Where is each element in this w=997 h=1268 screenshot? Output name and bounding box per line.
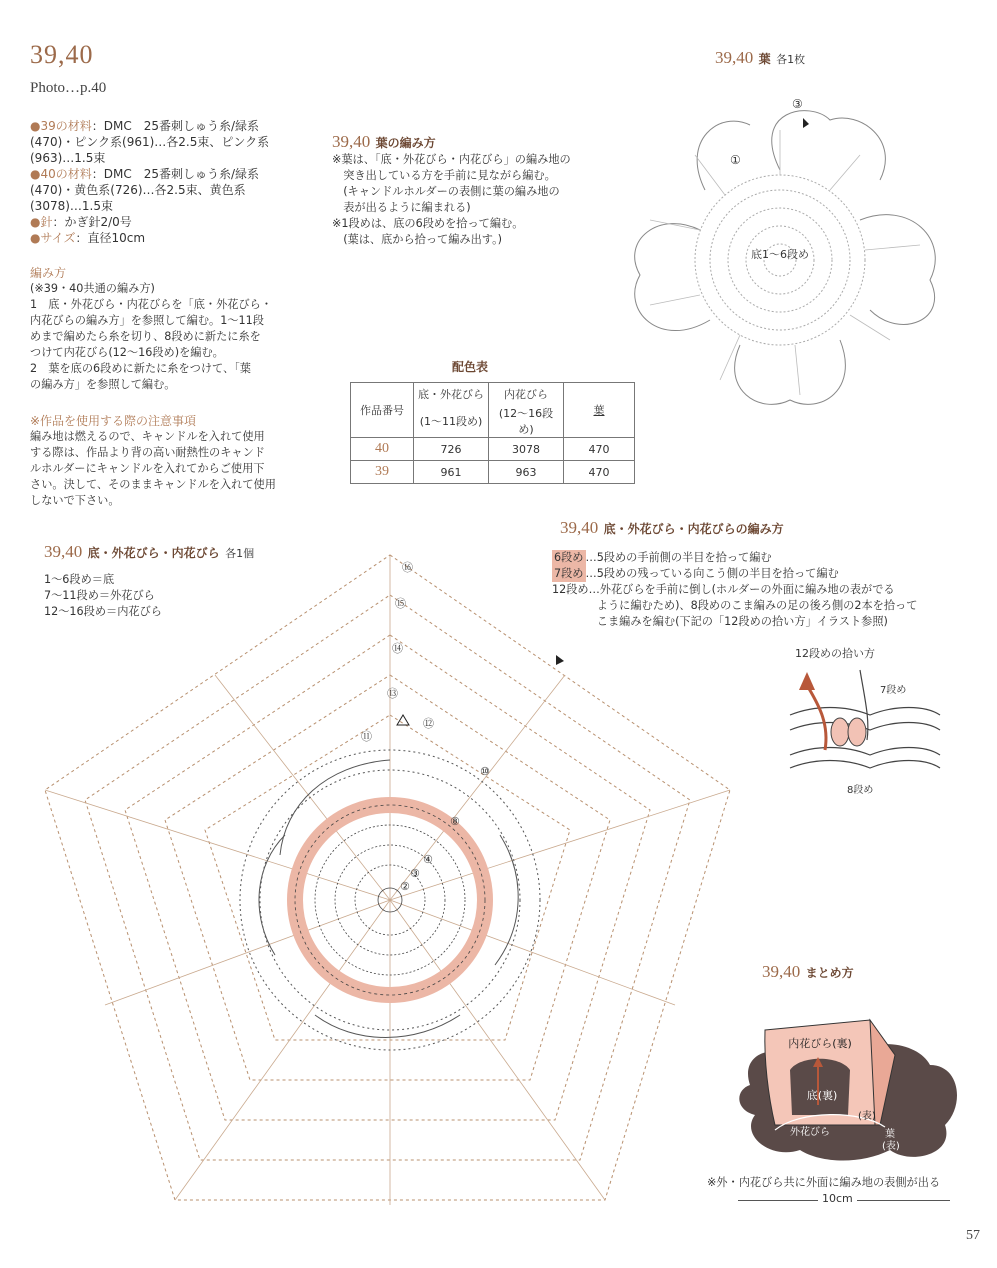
- round-mark-11: ⑪: [361, 730, 372, 743]
- leaf-method-number: 39,40: [332, 132, 371, 151]
- photo-reference: Photo…p.40: [30, 80, 107, 96]
- table-row: 40 726 3078 470: [351, 438, 635, 461]
- caution-line: ルホルダーにキャンドルを入れてからご使用下: [30, 462, 265, 475]
- base-method-number: 39,40: [560, 518, 599, 537]
- pickup-label-7: 7段め: [880, 685, 907, 696]
- page-number: 57: [966, 1228, 980, 1243]
- base-chart-title: 底・外花びら・内花びら: [87, 546, 220, 560]
- row12-line: 12段め…外花びらを手前に倒し(ホルダーの外面に編み地の表がでる: [552, 583, 895, 596]
- assembly-size: 10cm: [818, 1192, 857, 1205]
- method-line: の編み方」を参照して編む。: [30, 378, 176, 391]
- color-table-header: 底・外花びら: [414, 383, 489, 406]
- leaf-method-line: (葉は、底から拾って編み出す。): [332, 233, 503, 246]
- materials-list: [30, 118, 330, 246]
- start-arrow-icon: [556, 655, 564, 665]
- leaf-chart-title: 葉: [758, 52, 771, 66]
- round-mark-3: ③: [410, 867, 420, 880]
- row12-line: こま編みを編む(下記の「12段めの拾い方」イラスト参照): [552, 615, 888, 628]
- caution-line: する際は、作品より背の高い耐熱性のキャンド: [30, 446, 265, 459]
- round-mark-16: ⑯: [402, 561, 413, 574]
- leaf-method-title: 葉の編み方: [375, 136, 436, 150]
- row7-line: 7段め …5段めの残っている向こう側の半目を拾って編む: [554, 567, 839, 580]
- color-table-header: 内花びら: [489, 383, 564, 406]
- assembly-note: ※外・内花びら共に外面に編み地の表側が出る: [707, 1176, 941, 1189]
- caution-line: しないで下さい。: [30, 494, 120, 507]
- pickup-title: 12段めの拾い方: [795, 647, 875, 660]
- legend-line: 1～6段め＝底: [44, 573, 115, 586]
- assembly-inner-petal: 内花びら(裏): [788, 1037, 852, 1050]
- leaf-chart-number: 39,40: [715, 48, 754, 67]
- caution-line: さい。決して、そのままキャンドルを入れて使用: [30, 478, 276, 491]
- method-heading: 編み方: [30, 266, 67, 280]
- leaf-method-line: 表が出るように編まれる): [332, 201, 471, 214]
- leaf-chart-mark-1: ①: [730, 153, 741, 167]
- assembly-leaf-front: (表): [882, 1141, 900, 1152]
- assembly-heading: [762, 962, 854, 982]
- base-method-title: 底・外花びら・内花びらの編み方: [603, 522, 784, 536]
- material-line: ●40の材料：DMC 25番刺しゅう糸/緑系: [30, 167, 260, 181]
- round-mark-8: ⑧: [450, 815, 460, 828]
- assembly-outer-petal: 外花びら: [790, 1127, 830, 1138]
- material-line: ●サイズ：直径10cm: [30, 231, 146, 245]
- material-line: (470)・黄色系(726)…各2.5束、黄色系: [30, 183, 246, 197]
- pickup-illustration: [785, 660, 945, 800]
- base-chart-number: 39,40: [44, 542, 83, 561]
- color-table-header-id: 作品番号: [351, 383, 414, 438]
- page-title: 39,40: [30, 40, 94, 69]
- assembly-front: (表): [858, 1111, 876, 1122]
- leaf-method-line: (キャンドルホルダーの表側に葉の編み地の: [332, 185, 560, 198]
- leaf-method-line: ※1段めは、底の6段めを拾って編む。: [332, 217, 524, 230]
- color-table: [350, 382, 635, 484]
- round-mark-12: ⑫: [423, 717, 434, 730]
- method-note: (※39・40共通の編み方): [30, 282, 155, 295]
- pickup-label-8: 8段め: [847, 785, 874, 796]
- caution-line: 編み地は燃えるので、キャンドルを入れて使用: [30, 430, 265, 443]
- color-table-title: 配色表: [452, 360, 489, 374]
- caution-section: [30, 412, 300, 509]
- material-line: ●針：かぎ針2/0号: [30, 215, 132, 229]
- material-line: (470)・ピンク系(961)…各2.5束、ピンク系: [30, 135, 270, 149]
- assembly-base: 底(裏): [806, 1089, 838, 1102]
- assembly-number: 39,40: [762, 962, 801, 981]
- method-line: 2 葉を底の6段めに新たに糸をつけて、「葉: [30, 362, 251, 375]
- leaf-method-section: [332, 132, 602, 248]
- leaf-chart-diagram: [600, 80, 960, 420]
- round-mark-2: ②: [400, 880, 410, 893]
- table-row: 39 961 963 470: [351, 461, 635, 484]
- leaf-chart-count: 各1枚: [776, 53, 806, 66]
- leaf-method-line: ※葉は、「底・外花びら・内花びら」の編み地の: [332, 153, 571, 166]
- leaf-chart-mark-3: ③: [792, 97, 803, 111]
- method-line: めまで編めたら糸を切り、8段めに新たに糸を: [30, 330, 261, 343]
- row6-line: 6段め …5段めの手前側の半目を拾って編む: [554, 551, 772, 564]
- join-triangle-icon: [397, 715, 409, 725]
- legend-line: 7～11段め＝外花びら: [44, 589, 155, 602]
- assembly-title: まとめ方: [805, 966, 854, 980]
- row12-line: ように編むため)、8段めのこま編みの足の後ろ側の2本を拾って: [552, 599, 918, 612]
- method-section: [30, 264, 300, 393]
- leaf-chart-center-label: 底1～6段め: [751, 248, 809, 261]
- material-line: (963)…1.5束: [30, 151, 106, 165]
- material-line: (3078)…1.5束: [30, 199, 113, 213]
- assembly-leaf: 葉: [885, 1129, 895, 1140]
- method-line: つけて内花びら(12～16段め)を編む。: [30, 346, 224, 359]
- arrow-up-icon: [799, 672, 815, 690]
- color-table-subheader: (1～11段め): [414, 405, 489, 438]
- material-line: ●39の材料：DMC 25番刺しゅう糸/緑系: [30, 119, 260, 133]
- round-mark-14: ⑭: [392, 642, 403, 655]
- method-line: 1 底・外花びら・内花びらを「底・外花びら・: [30, 298, 273, 311]
- round-mark-13: ⑬: [387, 687, 398, 700]
- leaf-method-line: 突き出している方を手前に見ながら編む。: [332, 169, 556, 182]
- round-mark-4: ④: [423, 853, 433, 866]
- color-table-subheader: (12～16段め): [489, 405, 564, 438]
- color-table-header: 葉: [564, 383, 635, 438]
- legend-line: 12～16段め＝内花びら: [44, 605, 162, 618]
- base-chart-count: 各1個: [225, 547, 255, 560]
- assembly-illustration: [730, 1015, 970, 1165]
- start-arrow-icon: [803, 118, 809, 128]
- round-mark-10: ⑩: [480, 765, 490, 778]
- round-mark-15: ⑮: [395, 597, 406, 610]
- method-line: 内花びらの編み方」を参照して編む。1～11段: [30, 314, 264, 327]
- caution-heading: ※作品を使用する際の注意事項: [30, 414, 197, 428]
- base-chart-diagram: [25, 535, 745, 1225]
- leaf-chart-heading: [715, 48, 805, 68]
